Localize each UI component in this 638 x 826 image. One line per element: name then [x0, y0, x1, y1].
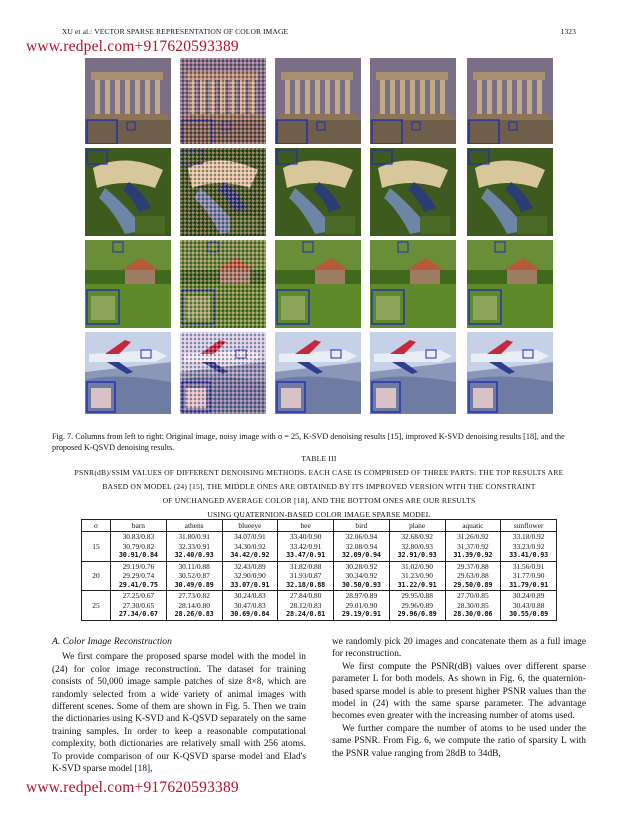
- kqsvd-value: 30.69/0.84: [230, 610, 270, 618]
- kqsvd-value: 29.50/0.89: [453, 580, 493, 589]
- ksvd-value: 29.37/0.88: [457, 561, 489, 571]
- improved-ksvd-value: 28.14/0.80: [178, 600, 210, 610]
- athens-tile: [467, 58, 553, 144]
- result-cell: [278, 591, 334, 621]
- ksvd-value: 31.26/0.92: [457, 532, 489, 541]
- column-header: bee: [278, 520, 334, 532]
- result-cell: [278, 561, 334, 591]
- improved-ksvd-value: 28.30/0.85: [457, 600, 489, 610]
- kqsvd-value: 27.34/0.67: [118, 610, 158, 618]
- improved-ksvd-value: 30.47/0.83: [234, 600, 266, 610]
- body-column-left: [52, 636, 306, 775]
- table-row: [82, 591, 557, 621]
- page-number: 1323: [560, 27, 576, 36]
- table-header-row: [82, 520, 557, 532]
- improved-ksvd-value: 30.52/0.87: [178, 571, 210, 580]
- plane-tile: [370, 332, 456, 414]
- ksvd-value: 31.80/0.91: [178, 532, 210, 541]
- ksvd-value: 29.95/0.88: [401, 591, 433, 600]
- table-row: [82, 561, 557, 591]
- kqsvd-value: 33.07/0.91: [230, 580, 270, 589]
- ksvd-value: 33.18/0.92: [512, 532, 545, 541]
- figure-column: [85, 58, 171, 414]
- ksvd-value: 30.83/0.83: [122, 532, 155, 541]
- bird-tile: [180, 148, 266, 236]
- athens-tile: [275, 58, 361, 144]
- kqsvd-value: 32.18/0.88: [286, 580, 326, 589]
- kqsvd-value: 30.50/0.93: [341, 580, 381, 589]
- kqsvd-value: 33.41/0.93: [509, 551, 549, 559]
- improved-ksvd-value: 31.77/0.90: [512, 571, 545, 580]
- improved-ksvd-value: 32.90/0.90: [234, 571, 266, 580]
- ksvd-value: 27.70/0.85: [457, 591, 489, 600]
- improved-ksvd-value: 29.29/0.74: [122, 571, 155, 580]
- ksvd-value: 33.40/0.90: [289, 532, 322, 541]
- result-cell: [166, 532, 222, 562]
- watermark-top: www.redpel.com+917620593389: [26, 38, 239, 55]
- paragraph: We first compare the proposed sparse model with the model in (24) for color image reconstruction. The dataset for training consists of 50,000 image sample patches of size 8×8, which are randomly selected from a wide variety of animal images with different scenes. Some of them are shown in Fig. 5. Then we train the dictionaries using K-SVD and K-QSVD separately on the same training samples. In order to keep a reasonable computational complexity, both dictionaries are relatively small with 256 atoms. To provide comparison of our K-QSVD sparse model and Elad's K-SVD sparse model [18],: [52, 652, 306, 775]
- ksvd-value: 34.07/0.91: [234, 532, 266, 541]
- ksvd-value: 30.24/0.89: [512, 591, 545, 600]
- result-cell: [389, 532, 445, 562]
- ksvd-value: 30.11/0.88: [178, 561, 210, 571]
- ksvd-value: 27.73/0.82: [178, 591, 210, 600]
- result-cell: [111, 561, 167, 591]
- sigma-cell: 25: [82, 591, 111, 621]
- improved-ksvd-value: 31.37/0.92: [457, 541, 489, 551]
- figure-column: [370, 58, 456, 414]
- barn-tile: [180, 240, 266, 328]
- improved-ksvd-value: 30.79/0.82: [122, 541, 155, 551]
- results-table: [81, 519, 557, 621]
- improved-ksvd-value: 29.96/0.89: [401, 600, 433, 610]
- ksvd-value: 28.97/0.89: [345, 591, 378, 600]
- result-cell: [334, 532, 390, 562]
- plane-tile: [85, 332, 171, 414]
- result-cell: [111, 532, 167, 562]
- improved-ksvd-value: 32.80/0.93: [401, 541, 433, 551]
- result-cell: [389, 591, 445, 621]
- table-title: [52, 452, 586, 522]
- improved-ksvd-value: 30.43/0.88: [512, 600, 545, 610]
- kqsvd-value: 31.22/0.91: [397, 580, 437, 589]
- kqsvd-value: 31.39/0.92: [453, 551, 493, 559]
- kqsvd-value: 32.91/0.93: [397, 551, 437, 559]
- improved-ksvd-value: 33.23/0.92: [512, 541, 545, 551]
- table-row: [82, 532, 557, 562]
- sigma-cell: 20: [82, 561, 111, 591]
- kqsvd-value: 31.79/0.91: [509, 580, 549, 589]
- result-cell: [501, 532, 557, 562]
- barn-tile: [467, 240, 553, 328]
- result-cell: [222, 561, 278, 591]
- plane-tile: [180, 332, 266, 414]
- improved-ksvd-value: 29.01/0.90: [345, 600, 378, 610]
- result-cell: [166, 561, 222, 591]
- plane-tile: [275, 332, 361, 414]
- result-cell: [111, 591, 167, 621]
- result-cell: [445, 561, 501, 591]
- figure-caption: Fig. 7. Columns from left to right: Original image, noisy image with σ = 25, K-SVD denoising results [15], improved K-SVD denoising results [18], and the proposed K-QSVD denoising results.: [52, 432, 565, 452]
- paragraph: We further compare the number of atoms to be used under the same PSNR. From Fig. 6, we compute the ratio of sparsity L with the PSNR value ranging from 28dB to 34dB,: [332, 723, 586, 759]
- column-header: sunflower: [501, 520, 557, 532]
- athens-tile: [180, 58, 266, 144]
- kqsvd-value: 33.47/0.91: [286, 551, 326, 559]
- improved-ksvd-value: 29.63/0.88: [457, 571, 489, 580]
- bird-tile: [370, 148, 456, 236]
- athens-tile: [85, 58, 171, 144]
- kqsvd-value: 30.49/0.89: [174, 580, 214, 589]
- kqsvd-value: 30.91/0.84: [118, 551, 158, 559]
- result-cell: [334, 561, 390, 591]
- ksvd-value: 31.82/0.88: [289, 561, 322, 571]
- watermark-bottom: www.redpel.com+917620593389: [26, 779, 239, 796]
- result-cell: [501, 591, 557, 621]
- ksvd-value: 27.25/0.67: [122, 591, 155, 600]
- column-header: barn: [111, 520, 167, 532]
- kqsvd-value: 28.26/0.83: [174, 610, 214, 618]
- column-header: athens: [166, 520, 222, 532]
- table-title-line: OF UNCHANGED AVERAGE COLOR [18], AND THE BOTTOM ONES ARE OUR RESULTS: [162, 496, 476, 505]
- figure-column: [275, 58, 361, 414]
- column-header: blueeye: [222, 520, 278, 532]
- improved-ksvd-value: 28.12/0.83: [289, 600, 322, 610]
- result-cell: [501, 561, 557, 591]
- ksvd-value: 32.68/0.92: [401, 532, 433, 541]
- improved-ksvd-value: 34.30/0.92: [234, 541, 266, 551]
- column-header: σ: [82, 520, 111, 532]
- ksvd-value: 30.28/0.92: [345, 561, 378, 571]
- result-cell: [445, 532, 501, 562]
- bird-tile: [275, 148, 361, 236]
- column-header: bird: [334, 520, 390, 532]
- result-cell: [278, 532, 334, 562]
- barn-tile: [370, 240, 456, 328]
- ksvd-value: 31.56/0.91: [512, 561, 545, 571]
- figure-column: [180, 58, 266, 414]
- result-cell: [334, 591, 390, 621]
- running-title: XU et al.: VECTOR SPARSE REPRESENTATION OF COLOR IMAGE: [62, 27, 289, 36]
- kqsvd-value: 28.24/0.81: [286, 610, 326, 618]
- sigma-cell: 15: [82, 532, 111, 562]
- body-column-right: [332, 636, 586, 760]
- table-title-line: BASED ON MODEL (24) [15], THE MIDDLE ONES ARE OBTAINED BY ITS IMPROVED VERSION WITH THE CONSTRAINT: [102, 482, 536, 491]
- paragraph: We first compute the PSNR(dB) values over different sparse parameter L for both models. As shown in Fig. 6, the quaternion-based sparse model is able to present higher PSNR values than the model in (24) with the same sparse parameter. The advantage becomes even greater with the increasing number of atoms used.: [332, 661, 586, 722]
- bird-tile: [467, 148, 553, 236]
- improved-ksvd-value: 32.33/0.91: [178, 541, 210, 551]
- paragraph: we randomly pick 20 images and concatenate them as a full image for reconstruction.: [332, 637, 586, 660]
- improved-ksvd-value: 31.93/0.87: [289, 571, 322, 580]
- result-cell: [222, 532, 278, 562]
- improved-ksvd-value: 32.08/0.94: [345, 541, 378, 551]
- ksvd-value: 30.24/0.83: [234, 591, 266, 600]
- figure-column: [467, 58, 553, 414]
- result-cell: [389, 561, 445, 591]
- figure-7-image-grid: [85, 58, 553, 414]
- bird-tile: [85, 148, 171, 236]
- table-title-line: USING QUATERNION-BASED COLOR IMAGE SPARSE MODEL: [207, 510, 431, 519]
- ksvd-value: 31.02/0.90: [401, 561, 433, 571]
- result-cell: [222, 591, 278, 621]
- table-title-line: PSNR(dB)/SSIM VALUES OF DIFFERENT DENOISING METHODS. EACH CASE IS COMPRISED OF THREE PARTS: THE TOP RESULTS ARE: [74, 468, 564, 477]
- ksvd-value: 29.19/0.76: [122, 561, 155, 571]
- ksvd-value: 32.06/0.94: [345, 532, 378, 541]
- ksvd-value: 27.84/0.80: [289, 591, 322, 600]
- barn-tile: [85, 240, 171, 328]
- barn-tile: [275, 240, 361, 328]
- column-header: aquatic: [445, 520, 501, 532]
- ksvd-value: 32.43/0.89: [234, 561, 266, 571]
- athens-tile: [370, 58, 456, 144]
- kqsvd-value: 29.41/0.75: [118, 580, 158, 589]
- kqsvd-value: 30.55/0.89: [509, 610, 549, 618]
- column-header: plane: [389, 520, 445, 532]
- plane-tile: [467, 332, 553, 414]
- improved-ksvd-value: 27.30/0.65: [122, 600, 155, 610]
- improved-ksvd-value: 33.42/0.91: [289, 541, 322, 551]
- section-title: A. Color Image Reconstruction: [52, 636, 172, 647]
- kqsvd-value: 34.42/0.92: [230, 551, 270, 559]
- kqsvd-value: 28.30/0.86: [453, 610, 493, 618]
- improved-ksvd-value: 30.34/0.92: [345, 571, 378, 580]
- kqsvd-value: 32.09/0.94: [341, 551, 381, 559]
- result-cell: [166, 591, 222, 621]
- kqsvd-value: 29.19/0.91: [341, 610, 381, 618]
- kqsvd-value: 29.96/0.89: [397, 610, 437, 618]
- result-cell: [445, 591, 501, 621]
- table-number: TABLE III: [301, 454, 337, 463]
- kqsvd-value: 32.40/0.93: [174, 551, 214, 559]
- improved-ksvd-value: 31.23/0.90: [401, 571, 433, 580]
